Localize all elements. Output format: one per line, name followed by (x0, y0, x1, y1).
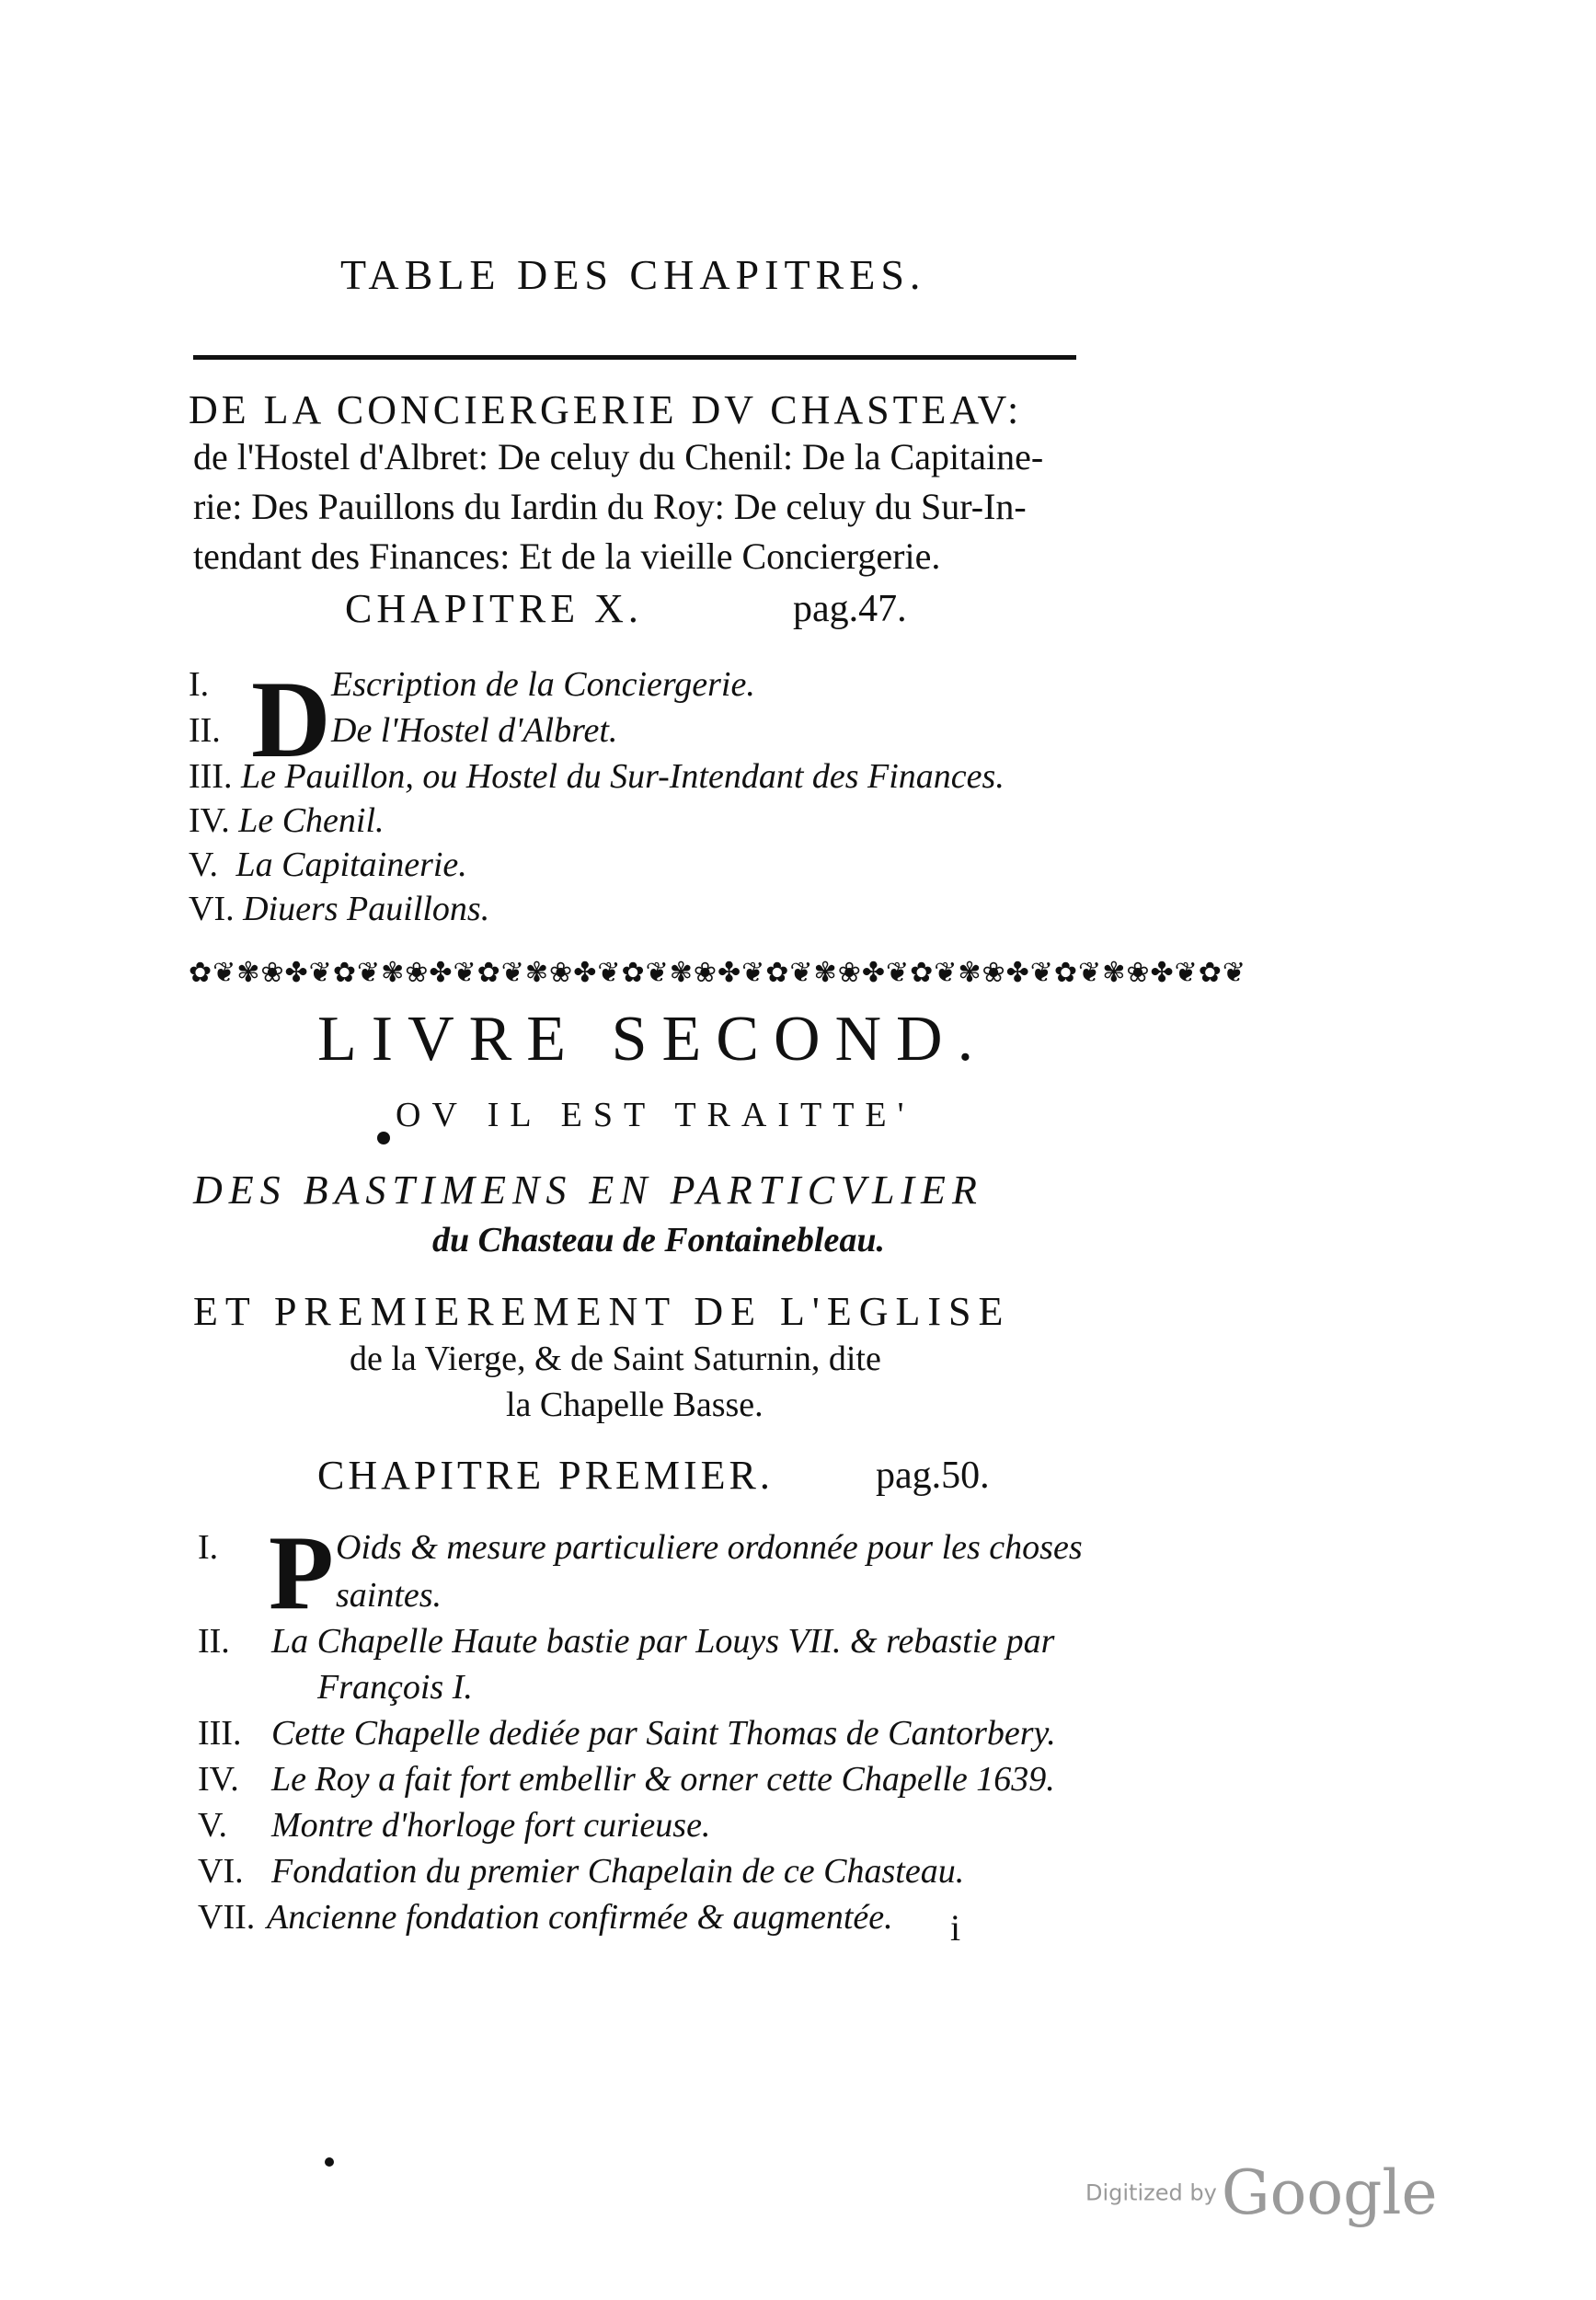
toc-entry (198, 1897, 893, 1938)
toc-entry-continuation (317, 1667, 473, 1708)
toc-entry (189, 845, 467, 885)
entry-text: Fondation du premier Chapelain de ce Chasteau. (271, 1852, 965, 1891)
section-summary (193, 432, 1076, 581)
entry-text: saintes. (336, 1576, 442, 1615)
entry-number: V. (198, 1806, 228, 1845)
page-reference: pag.47. (793, 588, 907, 630)
toc-entry (189, 664, 755, 705)
toc-entry (198, 1527, 1083, 1568)
ornamental-border: ✿❦✾❀✤❦✿❦✾❀✤❦✿❦✾❀✤❦✿❦✾❀✤❦✿❦✾❀✤❦✿❦✾❀✤❦✿❦✾❀✤❦✿❦ (189, 957, 1247, 989)
toc-entry-continuation (336, 1575, 442, 1616)
drop-capital: P (269, 1514, 334, 1632)
section-summary-line: rie: Des Pauillons du Iardin du Roy: De celuy du Sur-In- (193, 486, 1027, 527)
ink-speck (325, 2157, 334, 2167)
entry-number: II. (189, 711, 221, 750)
toc-entry (198, 1621, 1055, 1662)
book-subtitle: OV IL EST TRAITTE' (396, 1096, 915, 1134)
page-reference: pag.50. (876, 1455, 990, 1497)
chapter-heading: CHAPITRE X. (345, 586, 643, 631)
entry-number: I. (198, 1528, 219, 1567)
entry-number: III. (189, 757, 233, 796)
drop-capital: D (251, 658, 331, 780)
entry-text: De l'Hostel d'Albret. (331, 711, 618, 750)
signature-mark: i (950, 1907, 961, 1949)
entry-text: Cette Chapelle dediée par Saint Thomas de Cantorbery. (271, 1714, 1056, 1753)
toc-entry (198, 1805, 711, 1846)
entry-number: VII. (198, 1898, 256, 1937)
entry-text: La Chapelle Haute bastie par Louys VII. & rebastie par (271, 1622, 1055, 1661)
google-logo: Google (1221, 2157, 1438, 2228)
section-title: DE LA CONCIERGERIE DV CHASTEAV: (189, 387, 1023, 432)
entry-text: La Capitainerie. (235, 845, 467, 884)
toc-entry (189, 756, 1005, 797)
entry-number: III. (198, 1714, 242, 1753)
entry-text: Le Chenil. (238, 801, 385, 840)
book-subtitle: DES BASTIMENS EN PARTICVLIER (193, 1167, 983, 1213)
entry-number: VI. (189, 890, 235, 928)
section-summary-line: tendant des Finances: Et de la vieille Conciergerie. (193, 535, 941, 577)
book-subtitle: de la Vierge, & de Saint Saturnin, dite (350, 1340, 881, 1378)
toc-entry (198, 1759, 1055, 1800)
book-subtitle: du Chasteau de Fontainebleau. (432, 1221, 885, 1259)
toc-entry (198, 1851, 965, 1892)
toc-entry (198, 1713, 1056, 1754)
entry-text: Escription de la Conciergerie. (331, 665, 755, 704)
digitization-watermark (1085, 2157, 1438, 2228)
book-subtitle: la Chapelle Basse. (506, 1386, 764, 1424)
running-head: TABLE DES CHAPITRES. (340, 251, 926, 298)
entry-text: Diuers Pauillons. (243, 890, 490, 928)
entry-text: Oids & mesure particuliere ordonnée pour les choses (336, 1528, 1083, 1567)
entry-text: Le Pauillon, ou Hostel du Sur-Intendant des Finances. (240, 757, 1005, 796)
section-summary-line: de l'Hostel d'Albret: De celuy du Chenil: De la Capitaine- (193, 436, 1044, 477)
entry-number: II. (198, 1622, 230, 1661)
entry-text: Montre d'horloge fort curieuse. (271, 1806, 711, 1845)
entry-number: V. (189, 845, 219, 884)
entry-number: I. (189, 665, 210, 704)
entry-number: IV. (198, 1760, 239, 1799)
entry-number: IV. (189, 801, 230, 840)
entry-text: Ancienne fondation confirmée & augmentée. (267, 1898, 893, 1937)
toc-entry (189, 889, 489, 929)
toc-entry (189, 800, 385, 841)
entry-text: François I. (317, 1668, 473, 1707)
book-title: LIVRE SECOND. (317, 1004, 989, 1075)
bullet-dot (377, 1132, 390, 1144)
header-rule (193, 355, 1076, 360)
toc-entry (189, 710, 618, 751)
chapter-heading: CHAPITRE PREMIER. (317, 1453, 774, 1498)
entry-text: Le Roy a fait fort embellir & orner cette Chapelle 1639. (271, 1760, 1055, 1799)
entry-number: VI. (198, 1852, 244, 1891)
book-subtitle: ET PREMIEREMENT DE L'EGLISE (193, 1289, 1011, 1334)
watermark-prefix: Digitized by (1085, 2179, 1217, 2206)
